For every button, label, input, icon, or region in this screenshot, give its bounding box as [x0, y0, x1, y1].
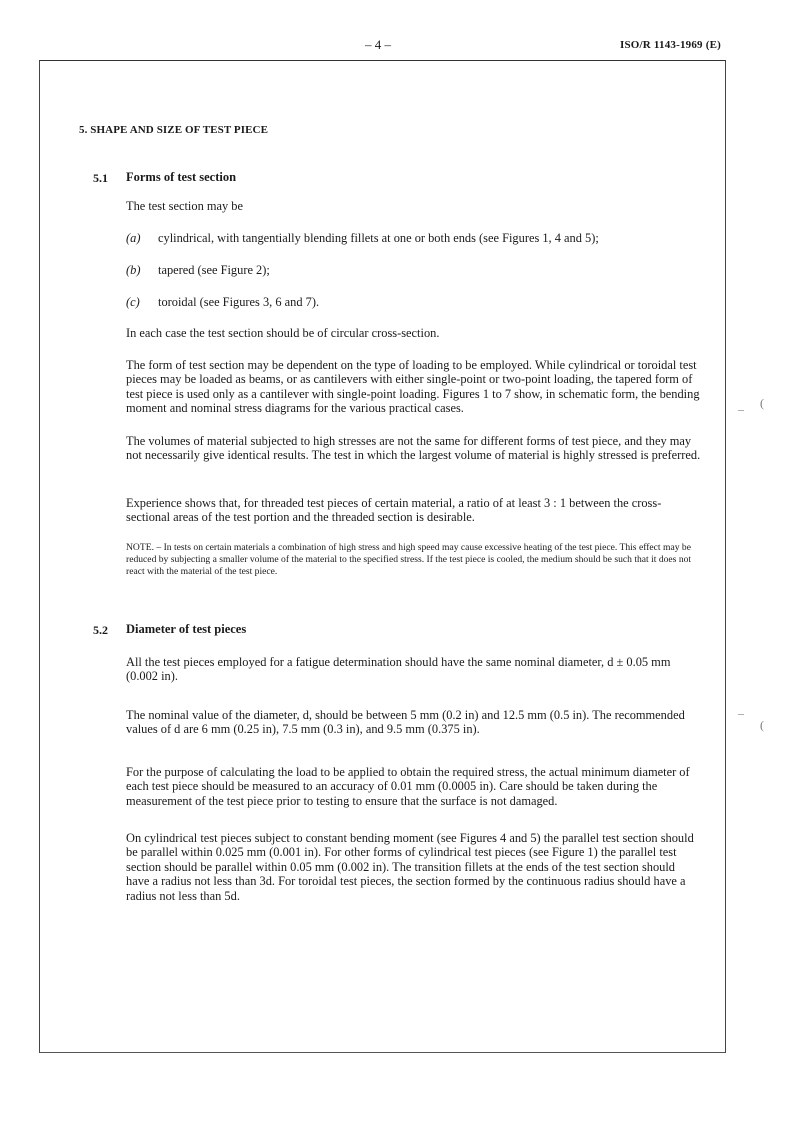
paragraph: In each case the test section should be of circular cross-section. — [126, 326, 440, 340]
standard-reference: ISO/R 1143-1969 (E) — [620, 39, 721, 51]
margin-mark: ( — [760, 396, 764, 410]
paragraph: All the test pieces employed for a fatigue determination should have the same nominal diameter, d ± 0.05 mm (0.002 in). — [126, 655, 671, 684]
paragraph: The nominal value of the diameter, d, should be between 5 mm (0.2 in) and 12.5 mm (0.5 in). The recommended values of d are 6 mm (0.25 in), 7.5 mm (0.3 in), and 9.5 mm (0.375 in). — [126, 708, 685, 737]
margin-mark: – — [738, 706, 744, 720]
list-item — [126, 263, 270, 278]
subsection-number-5-1: 5.1 — [93, 171, 108, 185]
paragraph: On cylindrical test pieces subject to constant bending moment (see Figures 4 and 5) the parallel test section should be parallel within 0.025 mm (0.001 in). For other forms of cylindrical test pieces (see Figure 1) the parallel test section should be parallel within 0.05 mm (0.002 in). The transition fillets at the ends of the test section should have a radius not less than 3d. For toroidal test pieces, the section formed by the continuous radius should have a radius not less than 5d. — [126, 831, 694, 903]
subsection-title-5-1: Forms of test section — [126, 170, 237, 184]
subsection-title-5-2: Diameter of test pieces — [126, 622, 247, 636]
list-item — [126, 295, 319, 310]
list-item-text: toroidal (see Figures 3, 6 and 7). — [158, 295, 320, 309]
subsection-number-5-2: 5.2 — [93, 623, 108, 637]
list-item — [126, 231, 599, 246]
paragraph: Experience shows that, for threaded test pieces of certain material, a ratio of at least 3 : 1 between the cross-sectional areas of the test portion and the threaded section is desirable. — [126, 496, 662, 525]
margin-mark: – — [738, 402, 744, 416]
list-item-label: (c) — [126, 295, 140, 309]
note-paragraph: NOTE. – In tests on certain materials a combination of high stress and high speed may cause excessive heating of the test piece. This effect may be reduced by subjecting a smaller volume of the material to the specified stress. If the test piece is cooled, the medium should be such that it does not react with the material of the test piece. — [126, 542, 692, 578]
list-item-text: cylindrical, with tangentially blending fillets at one or both ends (see Figures 1, 4 and 5); — [158, 231, 599, 245]
list-item-text: tapered (see Figure 2); — [158, 263, 270, 277]
margin-mark: ( — [760, 718, 764, 732]
paragraph-intro: The test section may be — [126, 199, 243, 213]
list-item-label: (a) — [126, 231, 141, 245]
list-item-label: (b) — [126, 263, 141, 277]
paragraph: The form of test section may be dependent on the type of loading to be employed. While cylindrical or toroidal test pieces may be loaded as beams, or as cantilevers with either single-point or two-point loading, the tapered form of test piece is used only as a cantilever with single-point loading. Figures 1 to 7 show, in schematic form, the bending moment and nominal stress diagrams for the various practical cases. — [126, 358, 700, 416]
paragraph: The volumes of material subjected to high stresses are not the same for different forms of test piece, and they may not necessarily give identical results. The test in which the largest volume of material is highly stressed is preferred. — [126, 434, 701, 463]
section-heading: 5. SHAPE AND SIZE OF TEST PIECE — [79, 124, 269, 136]
paragraph: For the purpose of calculating the load to be applied to obtain the required stress, the actual minimum diameter of each test piece should be measured to an accuracy of 0.01 mm (0.0005 in). Care should be taken during the measurement of the test piece prior to testing to ensure that the surface is not damaged. — [126, 765, 690, 808]
page-number: – 4 – — [365, 37, 391, 52]
